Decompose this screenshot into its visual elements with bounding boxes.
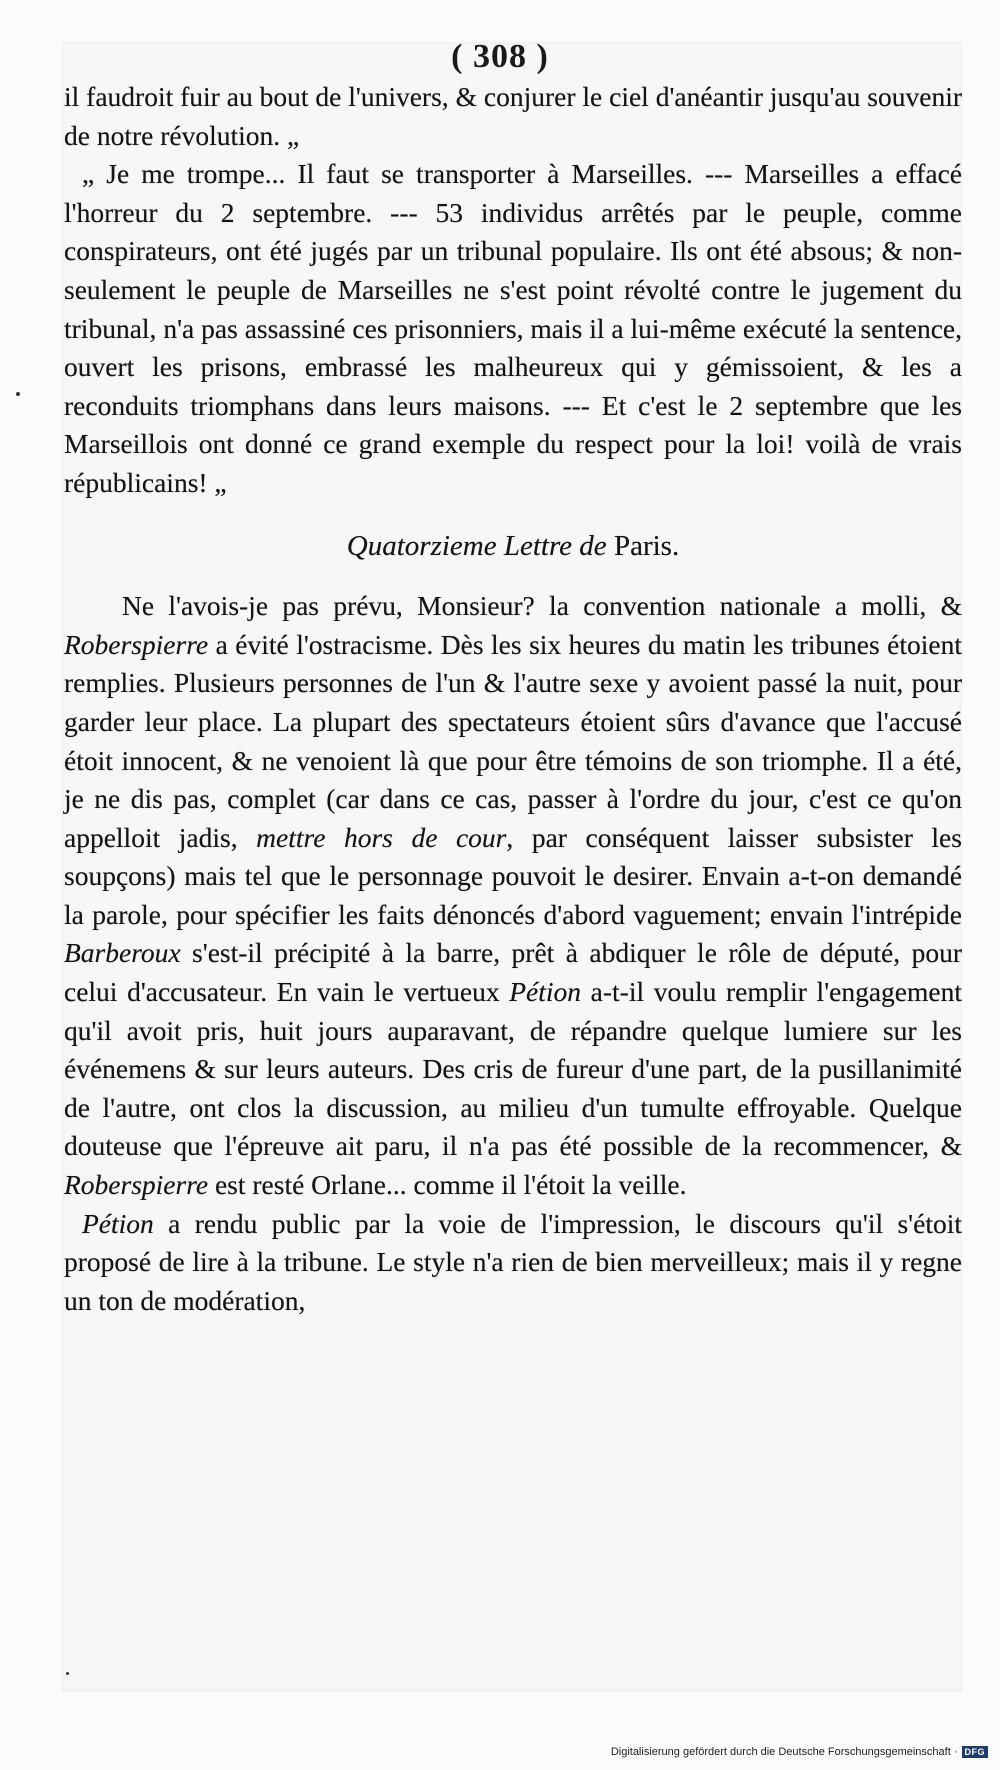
paragraph-2: „ Je me trompe... Il faut se transporter à Marseilles. --- Marseilles a effacé l'horreur du 2 septembre. --- 53 individus arrêtés par le peuple, comme conspirateurs, ont été jugés par un tribunal populaire. Ils ont été absous; & non-seulement le peuple de Marseilles ne s'est point révolté contre le jugement du tribunal, n'a pas assassiné ces prisonniers, mais il a lui-même exécuté la sentence, ouvert les prisons, embrassé les malheureux qui y gémissoient, & les a reconduits triomphans dans leurs maisons. --- Et c'est le 2 septembre que les Marseillois ont donné ce grand exemple du respect pour la loi! voilà de vrais républicains! „ xyxy=(64,158,962,498)
paragraph-1: il faudroit fuir au bout de l'univers, & conjurer le ciel d'anéantir jusqu'au souvenir de notre révolution. „ xyxy=(64,81,962,151)
letter-heading-city: Paris. xyxy=(613,529,680,562)
paragraph-3 xyxy=(64,587,962,1205)
paragraph-3-part-a: Ne l'avois-je pas prévu, Monsieur? la convention nationale a molli, & xyxy=(122,590,962,622)
paragraph-3-part-e: a-t-il voulu remplir l'engagement qu'il avoit pris, huit jours auparavant, de répandre quelque lumiere sur les événemens & sur leurs auteurs. Des cris de fureur d'une part, de la pusillanimité de l'autre, ont clos la discussion, au milieu d'un tumulte effroyable. Quelque douteuse que l'épreuve ait paru, il n'a pas été possible de la recommencer, & xyxy=(64,976,962,1162)
person-name-petion-2: Pétion xyxy=(82,1207,154,1239)
italic-phrase: mettre hors de cour xyxy=(256,821,507,853)
person-name-barberoux: Barberoux xyxy=(64,937,181,969)
person-name-roberspierre-2: Roberspierre xyxy=(64,1169,209,1201)
page-number: ( 308 ) xyxy=(451,38,549,75)
paragraph-4-part-a: a rendu public par la voie de l'impression, le discours qu'il s'étoit proposé de lire à la tribune. Le style n'a rien de bien merveilleux; mais il y regne un ton de modération, xyxy=(64,1207,962,1316)
paragraph-3-part-d: s'est-il précipité à la barre, prêt à abdiquer le rôle de député, pour celui d'accusateur. En vain le vertueux xyxy=(64,937,962,1008)
person-name-roberspierre: Roberspierre xyxy=(64,628,209,660)
credit-text: Digitalisierung gefördert durch die Deutsche Forschungsgemeinschaft · xyxy=(610,1746,958,1758)
paragraph-3-part-f: est resté Orlane... comme il l'étoit la veille. xyxy=(208,1169,687,1201)
person-name-petion: Pétion xyxy=(509,976,582,1008)
ink-speck xyxy=(16,392,20,396)
digitization-credit xyxy=(611,1746,988,1758)
letter-heading xyxy=(64,527,962,566)
dfg-logo: DFG xyxy=(962,1746,989,1758)
body-text xyxy=(64,78,962,1320)
paragraph-4 xyxy=(64,1205,962,1321)
letter-heading-italic: Quatorzieme Lettre de xyxy=(346,529,607,562)
paragraph-3-part-c: , par conséquent laisser subsister les soupçons) mais tel que le personnage pouvoit le desirer. Envain a-t-on demandé la parole, pour spécifier les faits dénoncés d'abord vaguement; envain l'intrépide xyxy=(64,821,962,930)
paragraph-3-part-b: a évité l'ostracisme. Dès les six heures du matin les tribunes étoient remplies. Plusieurs personnes de l'un & l'autre sexe y avoient passé la nuit, pour garder leur place. La plupart des spectateurs étoient sûrs d'avance que l'accusé étoit innocent, & ne venoient là que pour être témoins de son triomphe. Il a été, je ne dis pas, complet (car dans ce cas, passer à l'ordre du jour, c'est ce qu'on appelloit jadis, xyxy=(64,628,962,853)
ink-speck xyxy=(66,1672,69,1675)
